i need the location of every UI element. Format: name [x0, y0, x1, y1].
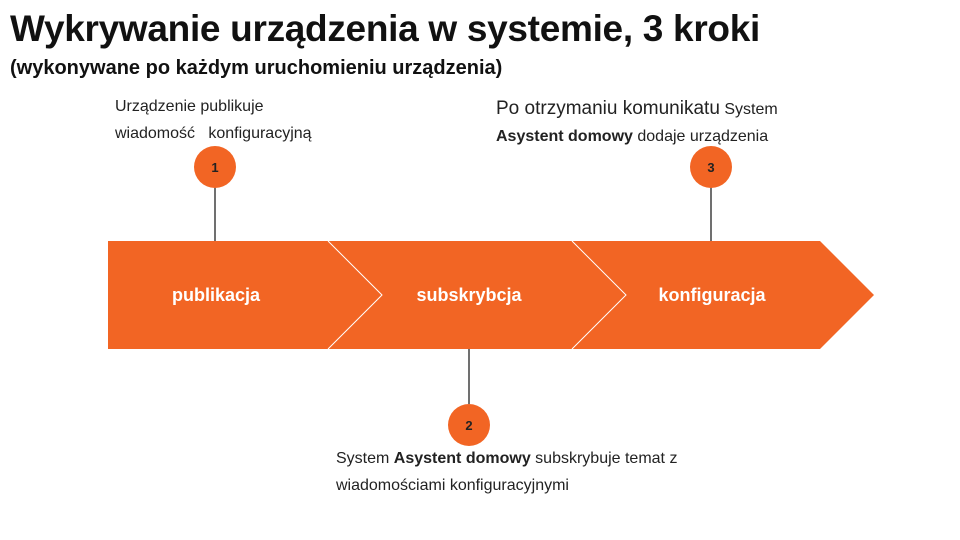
step-3-number: 3 [707, 160, 715, 175]
step-2-text-bold: Asystent domowy [393, 450, 531, 467]
page-title: Wykrywanie urządzenia w systemie, 3 kroki [10, 8, 760, 49]
step-1-description-line-1: Urządzenie publikuje [115, 98, 264, 115]
page-subtitle: (wykonywane po każdym uruchomieniu urządzenia) [10, 57, 503, 79]
step-1-label: publikacja [171, 285, 261, 305]
step-2-text-part-1: System [336, 450, 394, 467]
step-2-description-line-2: wiadomościami konfiguracyjnymi [336, 477, 569, 494]
step-2-number: 2 [465, 418, 473, 433]
step-3-label: konfiguracja [658, 285, 766, 305]
step-2-text-part-2: subskrybuje temat z [530, 450, 678, 467]
step-1-description-line-2: wiadomość konfiguracyjną [115, 125, 312, 142]
step-1-number: 1 [211, 160, 219, 175]
step-3-text-bold: Asystent domowy [496, 128, 633, 145]
step-2-label: subskrybcja [416, 285, 522, 305]
step-3-text-part-1: Po otrzymaniu komunikatu [496, 98, 720, 119]
step-3-text-part-3: dodaje urządzenia [632, 128, 769, 145]
step-3-text-part-2: System [719, 101, 778, 118]
